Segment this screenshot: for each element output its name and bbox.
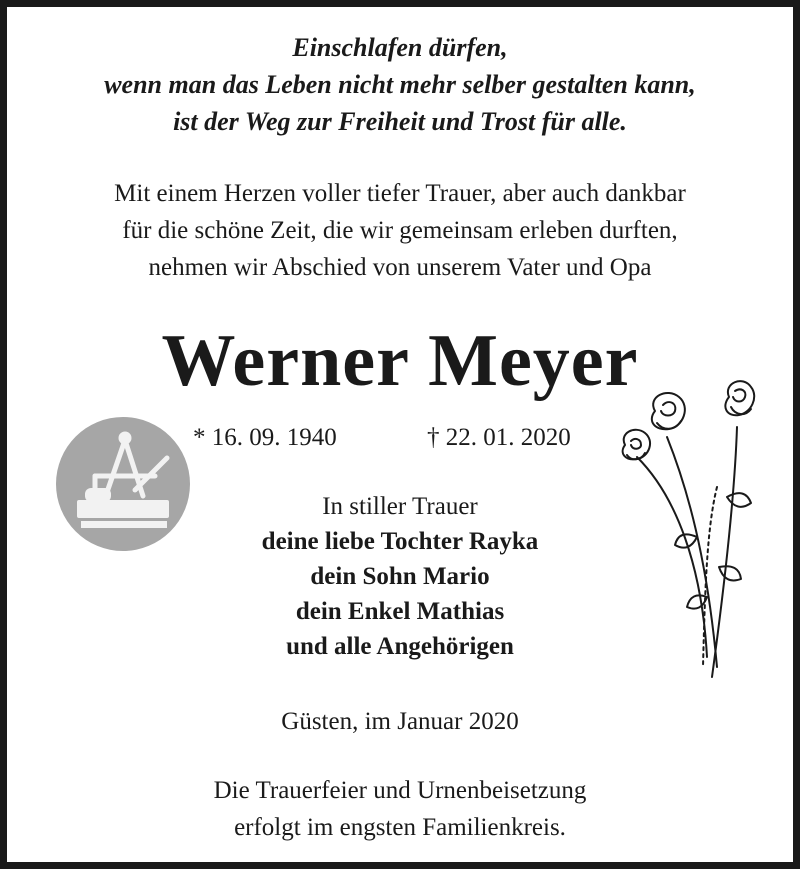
- mourner-1: deine liebe Tochter Rayka: [261, 528, 539, 555]
- deceased-name: Werner Meyer: [161, 320, 639, 402]
- intro-line-2: für die schöne Zeit, die wir gemeinsam erleben durften,: [122, 217, 678, 244]
- motto-line-3: ist der Weg zur Freiheit und Trost für alle.: [173, 107, 627, 136]
- intro-text: [7, 175, 793, 286]
- mourners-intro: In stiller Trauer: [322, 493, 478, 520]
- mourner-4: und alle Angehörigen: [286, 633, 514, 660]
- mourner-2: dein Sohn Mario: [310, 563, 490, 590]
- intro-line-3: nehmen wir Abschied von unserem Vater und Opa: [148, 254, 652, 281]
- death-date: † 22. 01. 2020: [427, 424, 571, 451]
- motto-verse: [7, 29, 793, 140]
- ceremony-line-2: erfolgt im engsten Familienkreis.: [234, 814, 566, 841]
- birth-date: * 16. 09. 1940: [193, 424, 337, 451]
- intro-line-1: Mit einem Herzen voller tiefer Trauer, aber auch dankbar: [114, 180, 686, 207]
- ceremony-note: [7, 772, 793, 846]
- motto-line-1: Einschlafen dürfen,: [292, 33, 508, 62]
- roses-illustration-icon: [607, 367, 787, 687]
- place-and-date: Güsten, im Januar 2020: [281, 708, 519, 735]
- mourner-3: dein Enkel Mathias: [295, 598, 505, 625]
- motto-line-2: wenn man das Leben nicht mehr selber gestalten kann,: [104, 70, 696, 99]
- ceremony-line-1: Die Trauerfeier und Urnenbeisetzung: [213, 777, 587, 804]
